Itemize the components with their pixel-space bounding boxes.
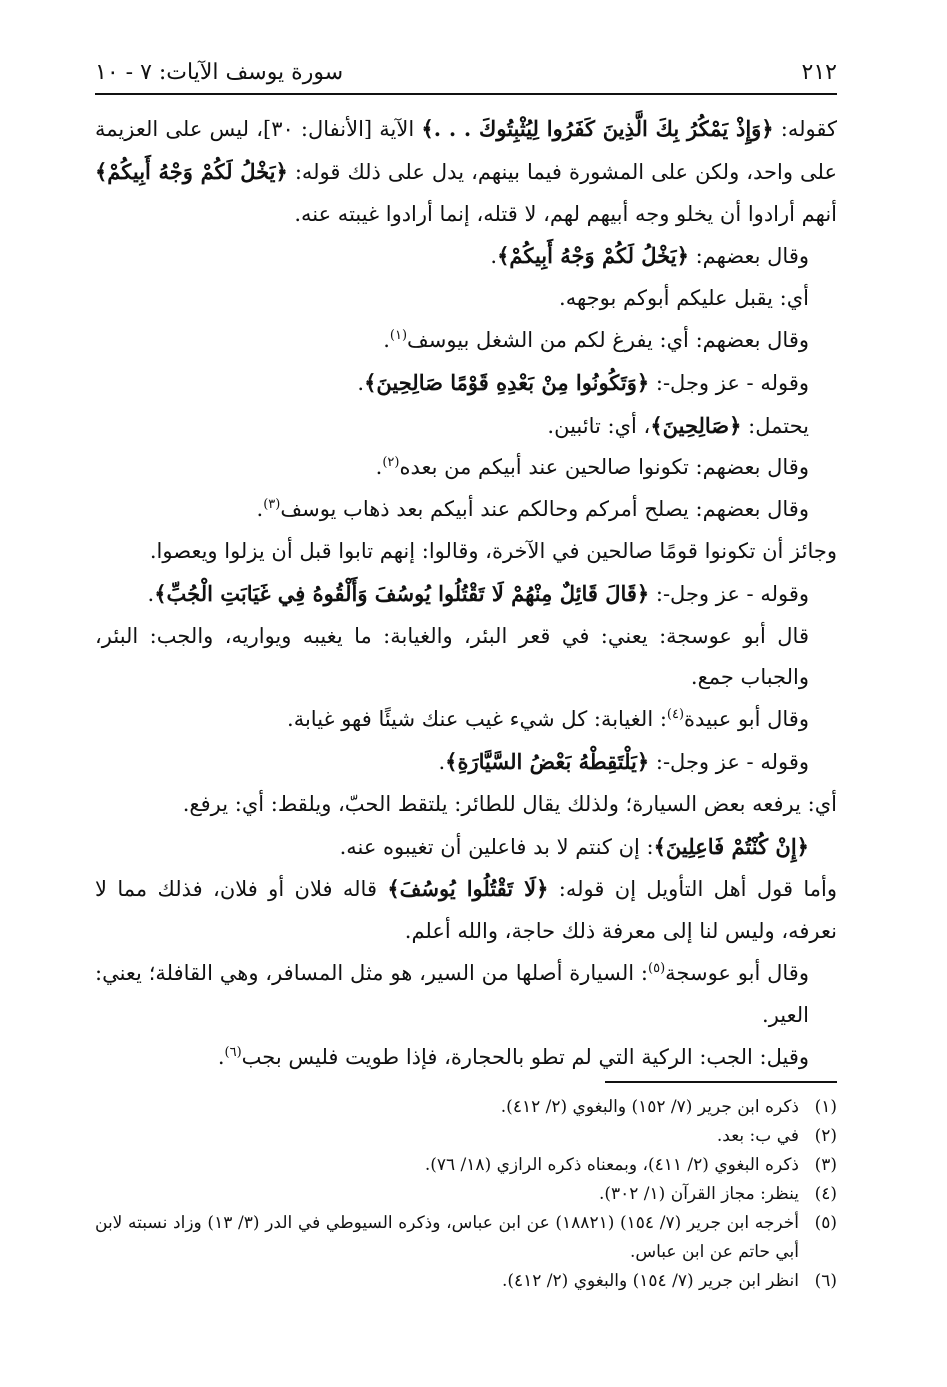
quran-verse: ﴿صَالِحِينَ﴾ bbox=[650, 412, 742, 438]
paragraph-10: وقوله - عز وجل-: ﴿قَالَ قَائِلٌ مِنْهُمْ لَا تَقْتُلُوا يُوسُفَ وَأَلْقُوهُ فِي غَيَابَتِ الْجُبِّ﴾. bbox=[147, 580, 809, 606]
paragraph-12: وقال أبو عبيدة$^{(٤)}$: الغيابة: كل شيء غيب عنك شيئًا فهو غيابة. bbox=[287, 707, 809, 732]
paragraph-13: وقوله - عز وجل-: ﴿يَلْتَقِطْهُ بَعْضُ السَّيَّارَةِ﴾. bbox=[438, 748, 809, 774]
footnote-number: (٤) bbox=[814, 1184, 837, 1204]
footnote-item bbox=[95, 1151, 837, 1180]
main-text bbox=[95, 108, 837, 1078]
running-title: سورة يوسف الآيات: ٧ - ١٠ bbox=[95, 59, 344, 85]
footnote-text: ذكره البغوي (٢/ ٤١١)، وبمعناه ذكره الرازي (١٨/ ٧٦). bbox=[424, 1155, 799, 1175]
footnote-ref: (٣) bbox=[263, 497, 281, 513]
footnote-item bbox=[95, 1180, 837, 1209]
paragraph-1: كقوله: ﴿وَإِذْ يَمْكُرُ بِكَ الَّذِينَ كَفَرُوا لِيُثْبِتُوكَ . . .﴾ الآية [الأنفال: ٣٠]، ليس على العزيمة على واحد، ولكن على المشورة فيما بينهم، يدل على ذلك قوله: ﴿يَخْلُ لَكُمْ وَجْهُ أَبِيكُمْ﴾ أنهم أرادوا أن يخلو وجه أبيهم لهم، لا قتله، إنما أرادوا غيبته عنه. bbox=[95, 116, 837, 226]
quran-verse: ﴿وَتَكُونُوا مِنْ بَعْدِهِ قَوْمًا صَالِحِينَ﴾ bbox=[364, 369, 650, 395]
footnote-ref: (٥) bbox=[648, 960, 666, 976]
footnote-text: ينظر: مجاز القرآن (١/ ٣٠٢). bbox=[598, 1184, 799, 1204]
quran-verse: ﴿وَإِذْ يَمْكُرُ بِكَ الَّذِينَ كَفَرُوا لِيُثْبِتُوكَ . . .﴾ bbox=[421, 116, 774, 141]
quran-verse: ﴿لَا تَقْتُلُوا يُوسُفَ﴾ bbox=[387, 876, 549, 902]
footnote-ref: (١) bbox=[389, 327, 408, 343]
header-rule bbox=[95, 93, 837, 95]
footnotes bbox=[95, 1093, 837, 1296]
footnote-ref: (٦) bbox=[224, 1044, 242, 1060]
footnote-text: أخرجه ابن جرير (٧/ ١٥٤) (١٨٨٢١) عن ابن عباس، وذكره السيوطي في الدر (٣/ ١٣) وزاد نسبته لابن أبي حاتم عن ابن عباس. bbox=[95, 1213, 799, 1262]
quran-verse: ﴿يَخْلُ لَكُمْ وَجْهُ أَبِيكُمْ﴾ bbox=[95, 158, 288, 184]
paragraph-5: وقوله - عز وجل-: ﴿وَتَكُونُوا مِنْ بَعْدِهِ قَوْمًا صَالِحِينَ﴾. bbox=[357, 369, 809, 395]
footnote-item bbox=[95, 1093, 837, 1122]
footnote-item bbox=[95, 1122, 837, 1151]
footnote-number: (٦) bbox=[814, 1271, 837, 1291]
footnote-text: في ب: بعد. bbox=[716, 1126, 799, 1146]
footnote-number: (٢) bbox=[814, 1126, 837, 1146]
paragraph-11: قال أبو عوسجة: يعني: في قعر البئر، والغيابة: ما يغيبه ويواريه، والجب: البئر، والجباب جمع. bbox=[95, 623, 809, 690]
footnote-number: (٣) bbox=[814, 1155, 837, 1175]
footnote-text: انظر ابن جرير (٧/ ١٥٤) والبغوي (٢/ ٤١٢). bbox=[501, 1271, 799, 1291]
footnote-ref: (٤) bbox=[666, 707, 685, 723]
paragraph-4: وقال بعضهم: أي: يفرغ لكم من الشغل بيوسف$^{(١)}$. bbox=[383, 327, 809, 352]
footnote-number: (٥) bbox=[814, 1213, 837, 1233]
footnote-separator bbox=[605, 1081, 837, 1083]
paragraph-6: يحتمل: ﴿صَالِحِينَ﴾، أي: تائبين. bbox=[547, 412, 809, 438]
page-number: ٢١٢ bbox=[801, 59, 837, 85]
paragraph-18: وقيل: الجب: الركية التي لم تطو بالحجارة، فإذا طويت فليس بجب$^{(٦)}$. bbox=[217, 1044, 809, 1069]
footnote-ref: (٢) bbox=[382, 455, 400, 471]
paragraph-7: وقال بعضهم: تكونوا صالحين عند أبيكم من بعده$^{(٢)}$. bbox=[375, 455, 809, 480]
footnote-item bbox=[95, 1267, 837, 1296]
footnote-number: (١) bbox=[814, 1097, 837, 1117]
footnote-text: ذكره ابن جرير (٧/ ١٥٢) والبغوي (٢/ ٤١٢). bbox=[500, 1097, 799, 1117]
paragraph-15: ﴿إِنْ كُنْتُمْ فَاعِلِينَ﴾: إن كنتم لا بد فاعلين أن تغيبوه عنه. bbox=[339, 833, 809, 859]
quran-verse: ﴿إِنْ كُنْتُمْ فَاعِلِينَ﴾ bbox=[653, 833, 809, 859]
paragraph-14: أي: يرفعه بعض السيارة؛ ولذلك يقال للطائر: يلتقط الحبّ، ويلقط: أي: يرفع. bbox=[182, 791, 837, 816]
paragraph-9: وجائز أن تكونوا قومًا صالحين في الآخرة، وقالوا: إنهم تابوا قبل أن يزلوا ويعصوا. bbox=[149, 538, 837, 563]
quran-verse: ﴿قَالَ قَائِلٌ مِنْهُمْ لَا تَقْتُلُوا يُوسُفَ وَأَلْقُوهُ فِي غَيَابَتِ الْجُبِّ﴾ bbox=[154, 580, 650, 606]
paragraph-3: أي: يقبل عليكم أبوكم بوجهه. bbox=[559, 286, 809, 311]
paragraph-16: وأما قول أهل التأويل إن قوله: ﴿لَا تَقْتُلُوا يُوسُفَ﴾ قاله فلان أو فلان، فذلك مما لا نعرفه، وليس لنا إلى معرفة ذلك حاجة، والله أعلم. bbox=[95, 876, 837, 944]
quran-verse: ﴿يَلْتَقِطْهُ بَعْضُ السَّيَّارَةِ﴾ bbox=[445, 748, 650, 774]
quran-verse: ﴿يَخْلُ لَكُمْ وَجْهُ أَبِيكُمْ﴾ bbox=[497, 243, 689, 269]
paragraph-8: وقال بعضهم: يصلح أمركم وحالكم عند أبيكم بعد ذهاب يوسف$^{(٣)}$. bbox=[256, 497, 809, 522]
paragraph-17: وقال أبو عوسجة$^{(٥)}$: السيارة أصلها من السير، هو مثل المسافر، وهي القافلة؛ يعني: العير. bbox=[95, 960, 809, 1027]
footnote-item bbox=[95, 1209, 837, 1267]
page-header bbox=[95, 52, 837, 92]
paragraph-2: وقال بعضهم: ﴿يَخْلُ لَكُمْ وَجْهُ أَبِيكُمْ﴾. bbox=[490, 243, 809, 269]
